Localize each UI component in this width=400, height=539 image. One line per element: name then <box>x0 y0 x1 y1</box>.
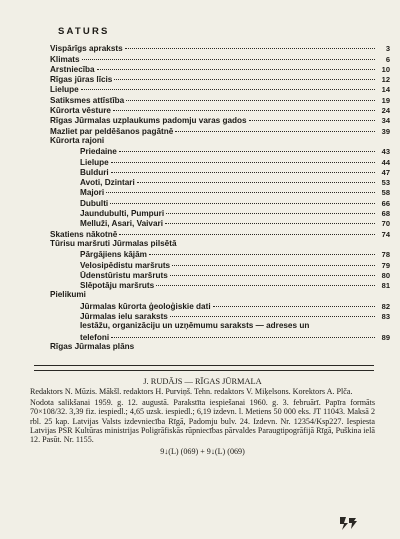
imprint-publication-details: Nodota salikšanai 1959. g. 12. augustā. Parakstīta iespiešanai 1960. g. 3. februārī. Papīra formāts 70×108/32. 3,39 fiz. iespiedl.; 4,65 uzsk. iespiedl.; 6,19 izdevn. l. Metiens 50 000 eks. JT 11043. Maksā 2 rbl. 25 kap. Latvijas Valsts izdevniecība Rīgā, Padomju bulv. 24. Izdevn. Nr. 12354/Ksp227. Iespiesta Latvijas PSR Kultūras ministrijas Poligrāfiskās rūpniecības pārvaldes Paraugtipogrāfijā Rīgā, Puškina ielā 12. Pasūt. Nr. 1155. <box>30 397 375 445</box>
toc-entry-page: 44 <box>381 157 390 167</box>
toc-entry-title: Satiksmes attīstība <box>50 95 125 105</box>
toc-entry-page: 12 <box>381 75 390 85</box>
toc-entry-title: Majori <box>80 188 105 198</box>
publisher-logo-icon <box>338 515 358 531</box>
toc-entry-page: 58 <box>381 188 390 198</box>
toc-entry-page: 89 <box>381 332 390 342</box>
toc-entry-title: Bulduri <box>80 167 109 177</box>
toc-entry-title: Avoti, Dzintari <box>80 178 135 188</box>
toc-entry-page: 6 <box>385 54 390 64</box>
top-rule <box>34 365 374 366</box>
toc-entry-title: Vispārīgs apraksts <box>50 44 123 54</box>
toc-entry-page: 43 <box>381 147 390 157</box>
toc-entry-title: Priedaine <box>80 147 117 157</box>
imprint-editors: Redaktors N. Mūzis. Mākšl. redaktors H. Purviņš. Tehn. redaktors V. Miķelsons. Korektors A. Plča. <box>30 387 353 397</box>
toc-leader-dots <box>106 131 375 141</box>
toc-entry-title: Slēpotāju maršruts <box>80 281 155 291</box>
toc-entry <box>50 339 390 349</box>
toc-leader-dots <box>136 337 375 347</box>
toc-entry-title: Jaundubulti, Pumpuri <box>80 209 165 219</box>
toc-leader-dots <box>311 316 375 326</box>
toc-entry-title: Lielupe <box>50 85 79 95</box>
toc-entry-page: 66 <box>381 198 390 208</box>
imprint-block <box>30 377 375 456</box>
top-rule-inner <box>34 370 374 371</box>
imprint-author-title: J. RUDĀJS — RĪGAS JŪRMALA <box>143 377 262 386</box>
toc-entry-title: Jūrmalas ielu saraksts <box>80 312 168 322</box>
toc-entry-title: Lielupe <box>80 157 109 167</box>
toc-entry-title: Pielikumi <box>50 290 86 300</box>
toc-entry-page: 39 <box>381 126 390 136</box>
toc-entry-title: Rīgas jūras līcis <box>50 75 113 85</box>
toc-entry-page: 81 <box>381 281 390 291</box>
toc-entry-page: 82 <box>381 301 390 311</box>
toc-entry-title: telefoni <box>80 332 110 342</box>
toc-entry-title: Ūdenstūristu maršruts <box>80 270 168 280</box>
toc-entry-page: 19 <box>381 95 390 105</box>
toc-entry-title: Velosipēdistu maršruts <box>80 260 171 270</box>
toc-entry-page: 68 <box>381 209 390 219</box>
toc-entry-title: Skatiens nākotnē <box>50 229 118 239</box>
toc-entry-title: Jūrmalas kūrorta ģeoloģiskie dati <box>80 301 211 311</box>
toc-entry-title: Melluži, Asari, Vaivari <box>80 219 163 229</box>
toc-entry-page: 83 <box>381 312 390 322</box>
toc-entry-page: 79 <box>381 260 390 270</box>
toc-entry-title: Tūrisu maršruti Jūrmalas pilsētā <box>50 238 177 248</box>
toc-entry-page: 10 <box>381 64 390 74</box>
toc-entry-page: 47 <box>381 167 390 177</box>
toc-entry-page: 74 <box>381 229 390 239</box>
toc-entry-title: Mazliet par peldēšanos pagātnē <box>50 126 174 136</box>
toc-entry-page: 53 <box>381 178 390 188</box>
toc-entry-page: 80 <box>381 270 390 280</box>
toc-entry-title: Rīgas Jūrmalas plāns <box>50 341 135 351</box>
toc-entry-title: Dubulti <box>80 198 109 208</box>
toc-leader-dots <box>179 234 376 244</box>
toc-entry-title: Pārgājiens kājām <box>80 250 147 260</box>
toc-entry-title: Iestāžu, organizāciju un uzņēmumu saraksts — adreses un <box>80 321 310 331</box>
toc-entry-page: 3 <box>385 44 390 54</box>
toc-leader-dots <box>88 285 375 295</box>
toc-entry-title: Rīgas Jūrmalas uzplaukums padomju varas gados <box>50 116 247 126</box>
table-of-contents <box>50 40 390 349</box>
toc-entry-page: 14 <box>381 85 390 95</box>
toc-entry-title: Arstniecība <box>50 64 95 74</box>
toc-entry-title: Kūrorta rajoni <box>50 135 105 145</box>
toc-entry-page: 34 <box>381 116 390 126</box>
contents-heading: SATURS <box>58 26 110 37</box>
toc-entry-page: 24 <box>381 106 390 116</box>
imprint-codes: 9↓(L) (069) + 9↓(L) (069) <box>160 446 245 456</box>
toc-entry-title: Kūrorta vēsture <box>50 106 111 116</box>
toc-entry-page: 78 <box>381 250 390 260</box>
toc-entry-page: 70 <box>381 219 390 229</box>
toc-entry-title: Klimats <box>50 54 80 64</box>
